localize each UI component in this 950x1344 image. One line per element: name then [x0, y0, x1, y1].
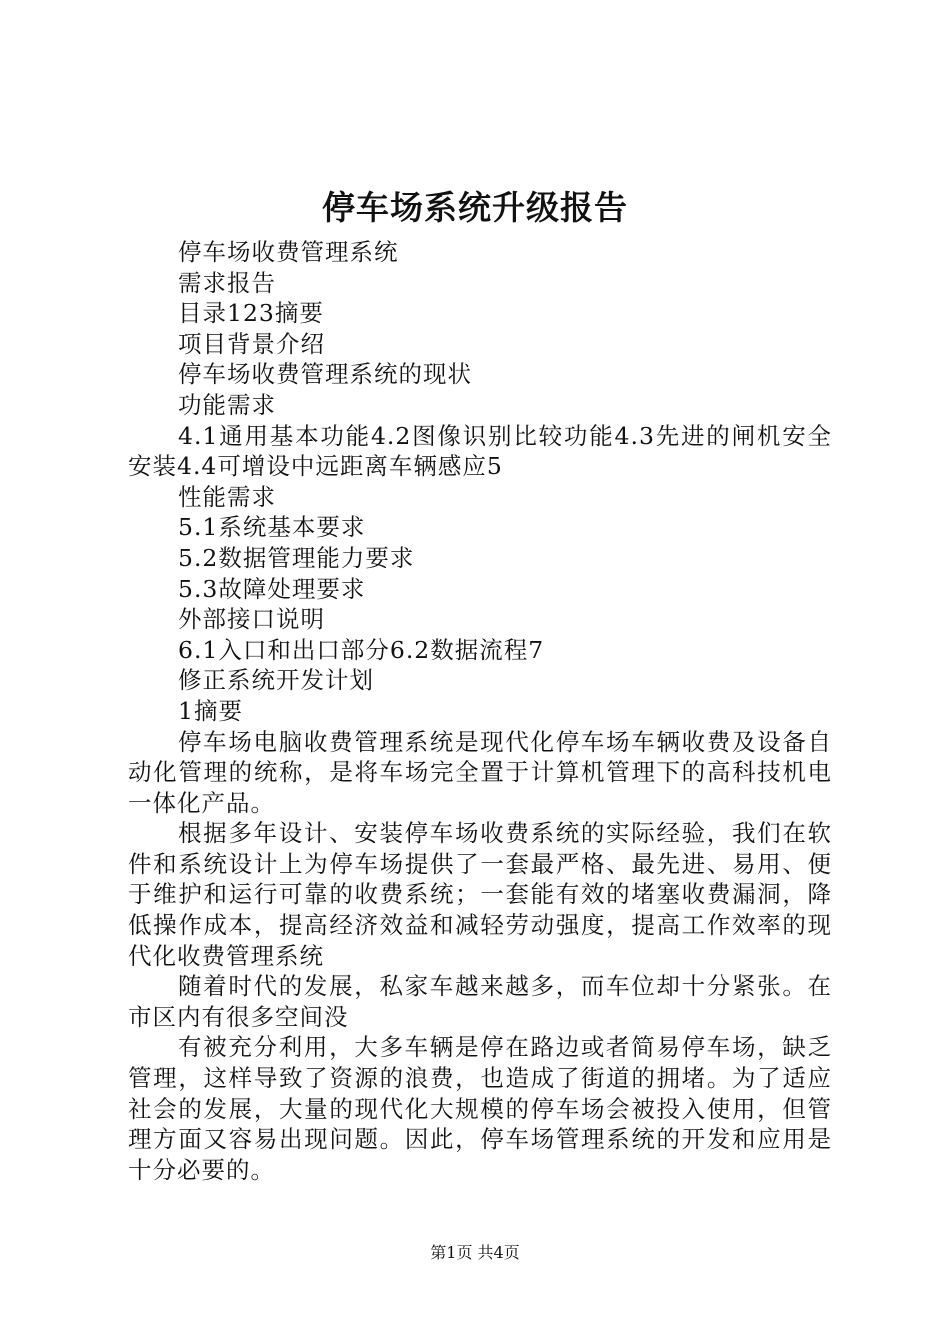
paragraph: 5.1系统基本要求: [178, 513, 366, 542]
paragraph: 5.3故障处理要求: [178, 574, 366, 603]
document-title: 停车场系统升级报告: [322, 188, 628, 227]
paragraph: 停车场电脑收费管理系统是现代化停车场车辆收费及设备自动化管理的统称，是将车场完全置于计算机管理下的高科技机电一体化产品。: [128, 727, 832, 817]
paragraph: 修正系统开发计划: [178, 666, 374, 695]
paragraph: 6.1入口和出口部分6.2数据流程7: [178, 635, 545, 664]
paragraph: 4.1通用基本功能4.2图像识别比较功能4.3先进的闸机安全安装4.4可增设中远距离车辆感应5: [128, 421, 832, 481]
paragraph: 停车场收费管理系统: [178, 238, 399, 266]
paragraph: 1摘要: [178, 696, 243, 725]
document-body: [128, 237, 832, 1185]
paragraph: 功能需求: [178, 390, 276, 419]
paragraph: 外部接口说明: [178, 605, 325, 634]
paragraph: 有被充分利用，大多车辆是停在路边或者简易停车场，缺乏管理，这样导致了资源的浪费，也造成了街道的拥堵。为了适应社会的发展，大量的现代化大规模的停车场会被投入使用，但管理方面又容易出现问题。因此，停车场管理系统的开发和应用是十分必要的。: [128, 1033, 832, 1184]
page-footer: 第1页 共4页: [430, 1243, 520, 1262]
paragraph: 性能需求: [178, 482, 276, 511]
paragraph: 根据多年设计、安装停车场收费系统的实际经验，我们在软件和系统设计上为停车场提供了一套最严格、最先进、易用、便于维护和运行可靠的收费系统；一套能有效的堵塞收费漏洞，降低操作成本，提高经济效益和减轻劳动强度，提高工作效率的现代化收费管理系统: [128, 819, 832, 970]
paragraph: 5.2数据管理能力要求: [178, 543, 415, 572]
paragraph: 项目背景介绍: [178, 329, 325, 358]
paragraph: 需求报告: [178, 268, 276, 297]
paragraph: 停车场收费管理系统的现状: [178, 360, 472, 389]
paragraph: 目录123摘要: [178, 299, 324, 328]
paragraph: 随着时代的发展，私家车越来越多，而车位却十分紧张。在市区内有很多空间没: [128, 972, 832, 1031]
